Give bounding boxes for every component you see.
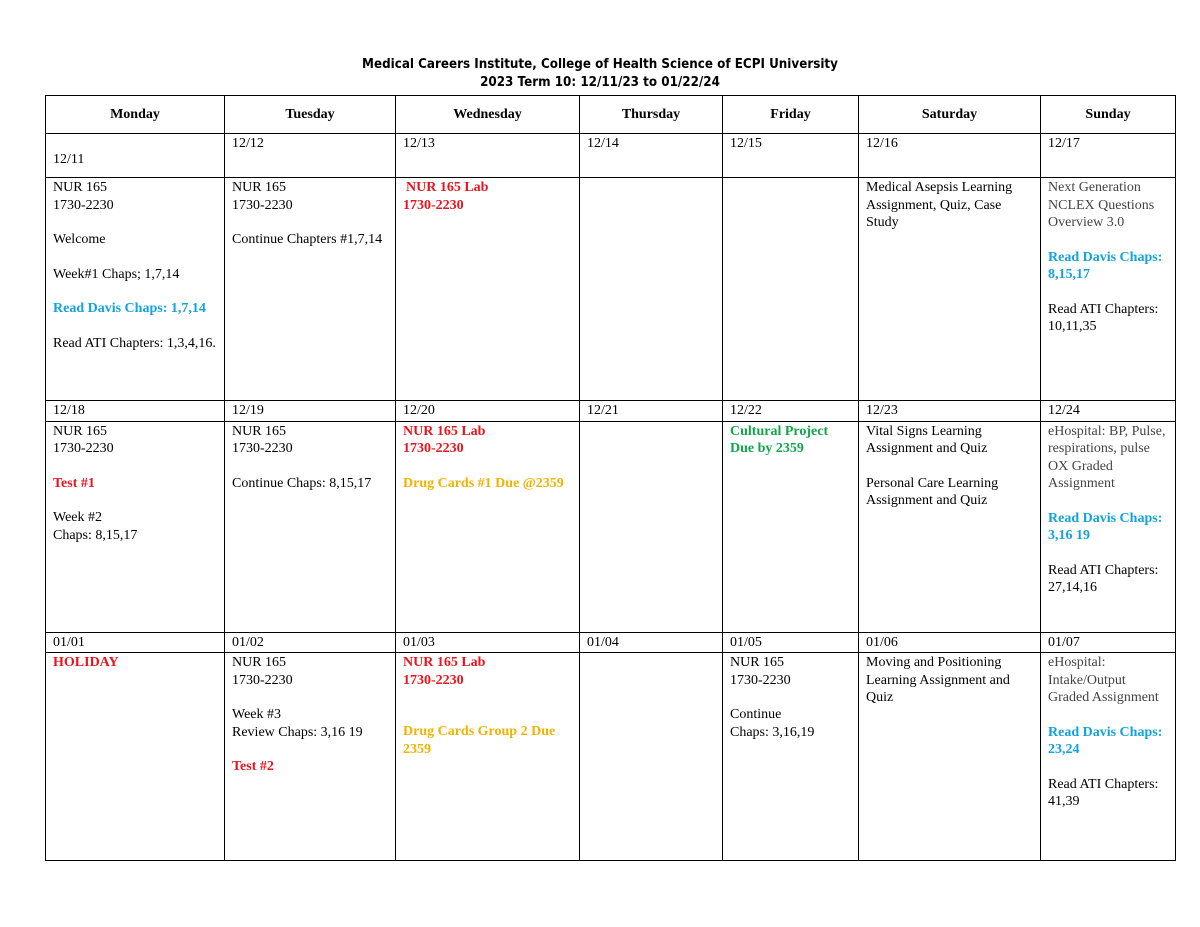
date-label: 12/16 [866, 136, 898, 151]
course-code: NUR 165 [232, 655, 287, 670]
class-time: 1730-2230 [53, 197, 114, 213]
reading-assignment: Read Davis Chaps: 23,24 [1048, 724, 1163, 757]
date-cell: 12/22 [723, 401, 859, 422]
test-label: Test #2 [232, 759, 274, 774]
due-date-note: Drug Cards Group 2 Due 2359 [403, 724, 556, 757]
day-cell-12-16 [859, 178, 1041, 401]
date-cell: 01/02 [225, 632, 396, 653]
day-cell-01-02 [225, 653, 396, 861]
holiday-label: HOLIDAY [53, 655, 119, 670]
assignment-text: Vital Signs Learning Assignment and Quiz [866, 423, 988, 456]
date-label: 12/13 [403, 136, 435, 151]
date-cell: 01/06 [859, 632, 1041, 653]
note-text: Chaps: 8,15,17 [53, 527, 138, 543]
class-time: 1730-2230 [232, 197, 293, 213]
day-header-wednesday: Wednesday [396, 96, 580, 134]
day-cell-01-03 [396, 653, 580, 861]
date-cell: 01/07 [1041, 632, 1176, 653]
day-header-monday: Monday [46, 96, 225, 134]
reading-assignment: Read Davis Chaps: 3,16 19 [1048, 510, 1163, 543]
note-text: Review Chaps: 3,16 19 [232, 724, 363, 740]
lab-session: NUR 165 Lab [403, 655, 486, 670]
day-cell-12-22 [723, 421, 859, 632]
week3-content-row [46, 653, 1176, 861]
day-header-sunday: Sunday [1041, 96, 1176, 134]
day-cell-12-24 [1041, 421, 1176, 632]
reading-assignment: Read ATI Chapters: 1,3,4,16. [53, 335, 216, 351]
day-cell-01-06 [859, 653, 1041, 861]
date-label: 12/15 [730, 136, 762, 151]
day-cell-01-01 [46, 653, 225, 861]
lab-session: NUR 165 Lab [406, 180, 489, 195]
class-time: 1730-2230 [403, 441, 464, 456]
note-text: Week #3 [232, 707, 282, 722]
week2-content-row [46, 421, 1176, 632]
class-time: 1730-2230 [403, 672, 464, 688]
class-time: 1730-2230 [53, 441, 114, 456]
reading-assignment: Read ATI Chapters: 10,11,35 [1048, 301, 1159, 334]
due-date-note: Cultural Project Due by 2359 [730, 423, 829, 456]
date-cell: 12/24 [1041, 401, 1176, 422]
date-cell: 12/19 [225, 401, 396, 422]
day-cell-12-23 [859, 421, 1041, 632]
week1-content-row [46, 178, 1176, 401]
date-label: 12/12 [232, 136, 264, 151]
date-cell: 01/05 [723, 632, 859, 653]
day-header-tuesday: Tuesday [225, 96, 396, 134]
header-institution: Medical Careers Institute, College of Health Science of ECPI University [362, 57, 838, 72]
date-cell: 12/18 [46, 401, 225, 422]
note-text: Chaps: 3,16,19 [730, 724, 815, 740]
date-cell: 12/21 [580, 401, 723, 422]
day-cell-12-15 [723, 178, 859, 401]
date-cell: 12/23 [859, 401, 1041, 422]
day-cell-01-05 [723, 653, 859, 861]
class-time: 1730-2230 [403, 197, 464, 213]
note-text: Welcome [53, 232, 106, 247]
class-time: 1730-2230 [232, 441, 293, 456]
day-cell-12-14 [580, 178, 723, 401]
day-cell-12-19 [225, 421, 396, 632]
due-date-note: Drug Cards #1 Due @2359 [403, 475, 564, 491]
class-time: 1730-2230 [232, 672, 293, 688]
date-cell: 01/04 [580, 632, 723, 653]
week3-date-row [46, 632, 1176, 653]
reading-assignment: Read ATI Chapters: 27,14,16 [1048, 562, 1159, 595]
date-cell [580, 134, 723, 178]
assignment-text: Medical Asepsis Learning Assignment, Quiz, Case Study [866, 180, 1013, 230]
day-header-saturday: Saturday [859, 96, 1041, 134]
document-header [48, 56, 1152, 92]
day-cell-12-12 [225, 178, 396, 401]
date-cell: 12/20 [396, 401, 580, 422]
note-text: Continue Chaps: 8,15,17 [232, 475, 372, 491]
date-cell [859, 134, 1041, 178]
date-cell [1041, 134, 1176, 178]
reading-assignment: Read Davis Chaps: 1,7,14 [53, 301, 206, 316]
assignment-text: Moving and Positioning Learning Assignment and Quiz [866, 655, 1010, 705]
lab-session: NUR 165 Lab [403, 423, 486, 439]
assignment-text: Personal Care Learning Assignment and Quiz [866, 475, 999, 508]
course-code: NUR 165 [53, 423, 108, 439]
week2-date-row [46, 401, 1176, 422]
header-term: 2023 Term 10: 12/11/23 to 01/22/24 [480, 75, 720, 90]
calendar-table [45, 95, 1176, 861]
day-cell-12-11 [46, 178, 225, 401]
date-cell: 01/03 [396, 632, 580, 653]
note-text: Continue [730, 707, 782, 722]
course-code: NUR 165 [232, 423, 287, 439]
day-cell-12-20 [396, 421, 580, 632]
note-text: Continue Chapters #1,7,14 [232, 232, 383, 247]
assignment-text: Next Generation NCLEX Questions Overview 3.0 [1048, 180, 1155, 230]
day-cell-01-07 [1041, 653, 1176, 861]
date-cell: 01/01 [46, 632, 225, 653]
note-text: Week #2 [53, 510, 103, 525]
day-cell-01-04 [580, 653, 723, 861]
date-cell [723, 134, 859, 178]
day-cell-12-13 [396, 178, 580, 401]
class-time: 1730-2230 [730, 672, 791, 688]
date-label: 12/11 [53, 152, 85, 167]
reading-assignment: Read ATI Chapters: 41,39 [1048, 776, 1159, 809]
week1-date-row [46, 134, 1176, 178]
date-cell [396, 134, 580, 178]
day-cell-12-21 [580, 421, 723, 632]
day-cell-12-18 [46, 421, 225, 632]
day-header-row [46, 96, 1176, 134]
date-cell [225, 134, 396, 178]
test-label: Test #1 [53, 475, 95, 491]
course-code: NUR 165 [232, 180, 287, 195]
note-text: Week#1 Chaps; 1,7,14 [53, 266, 180, 282]
assignment-text: eHospital: Intake/Output Graded Assignment [1048, 655, 1159, 705]
course-code: NUR 165 [730, 655, 785, 670]
day-cell-12-17 [1041, 178, 1176, 401]
day-header-thursday: Thursday [580, 96, 723, 134]
day-header-friday: Friday [723, 96, 859, 134]
date-label: 12/14 [587, 136, 619, 151]
assignment-text: eHospital: BP, Pulse, respirations, pulse OX Graded Assignment [1048, 423, 1166, 491]
reading-assignment: Read Davis Chaps: 8,15,17 [1048, 249, 1163, 282]
course-code: NUR 165 [53, 180, 108, 195]
date-cell [46, 134, 225, 178]
date-label: 12/17 [1048, 136, 1080, 151]
